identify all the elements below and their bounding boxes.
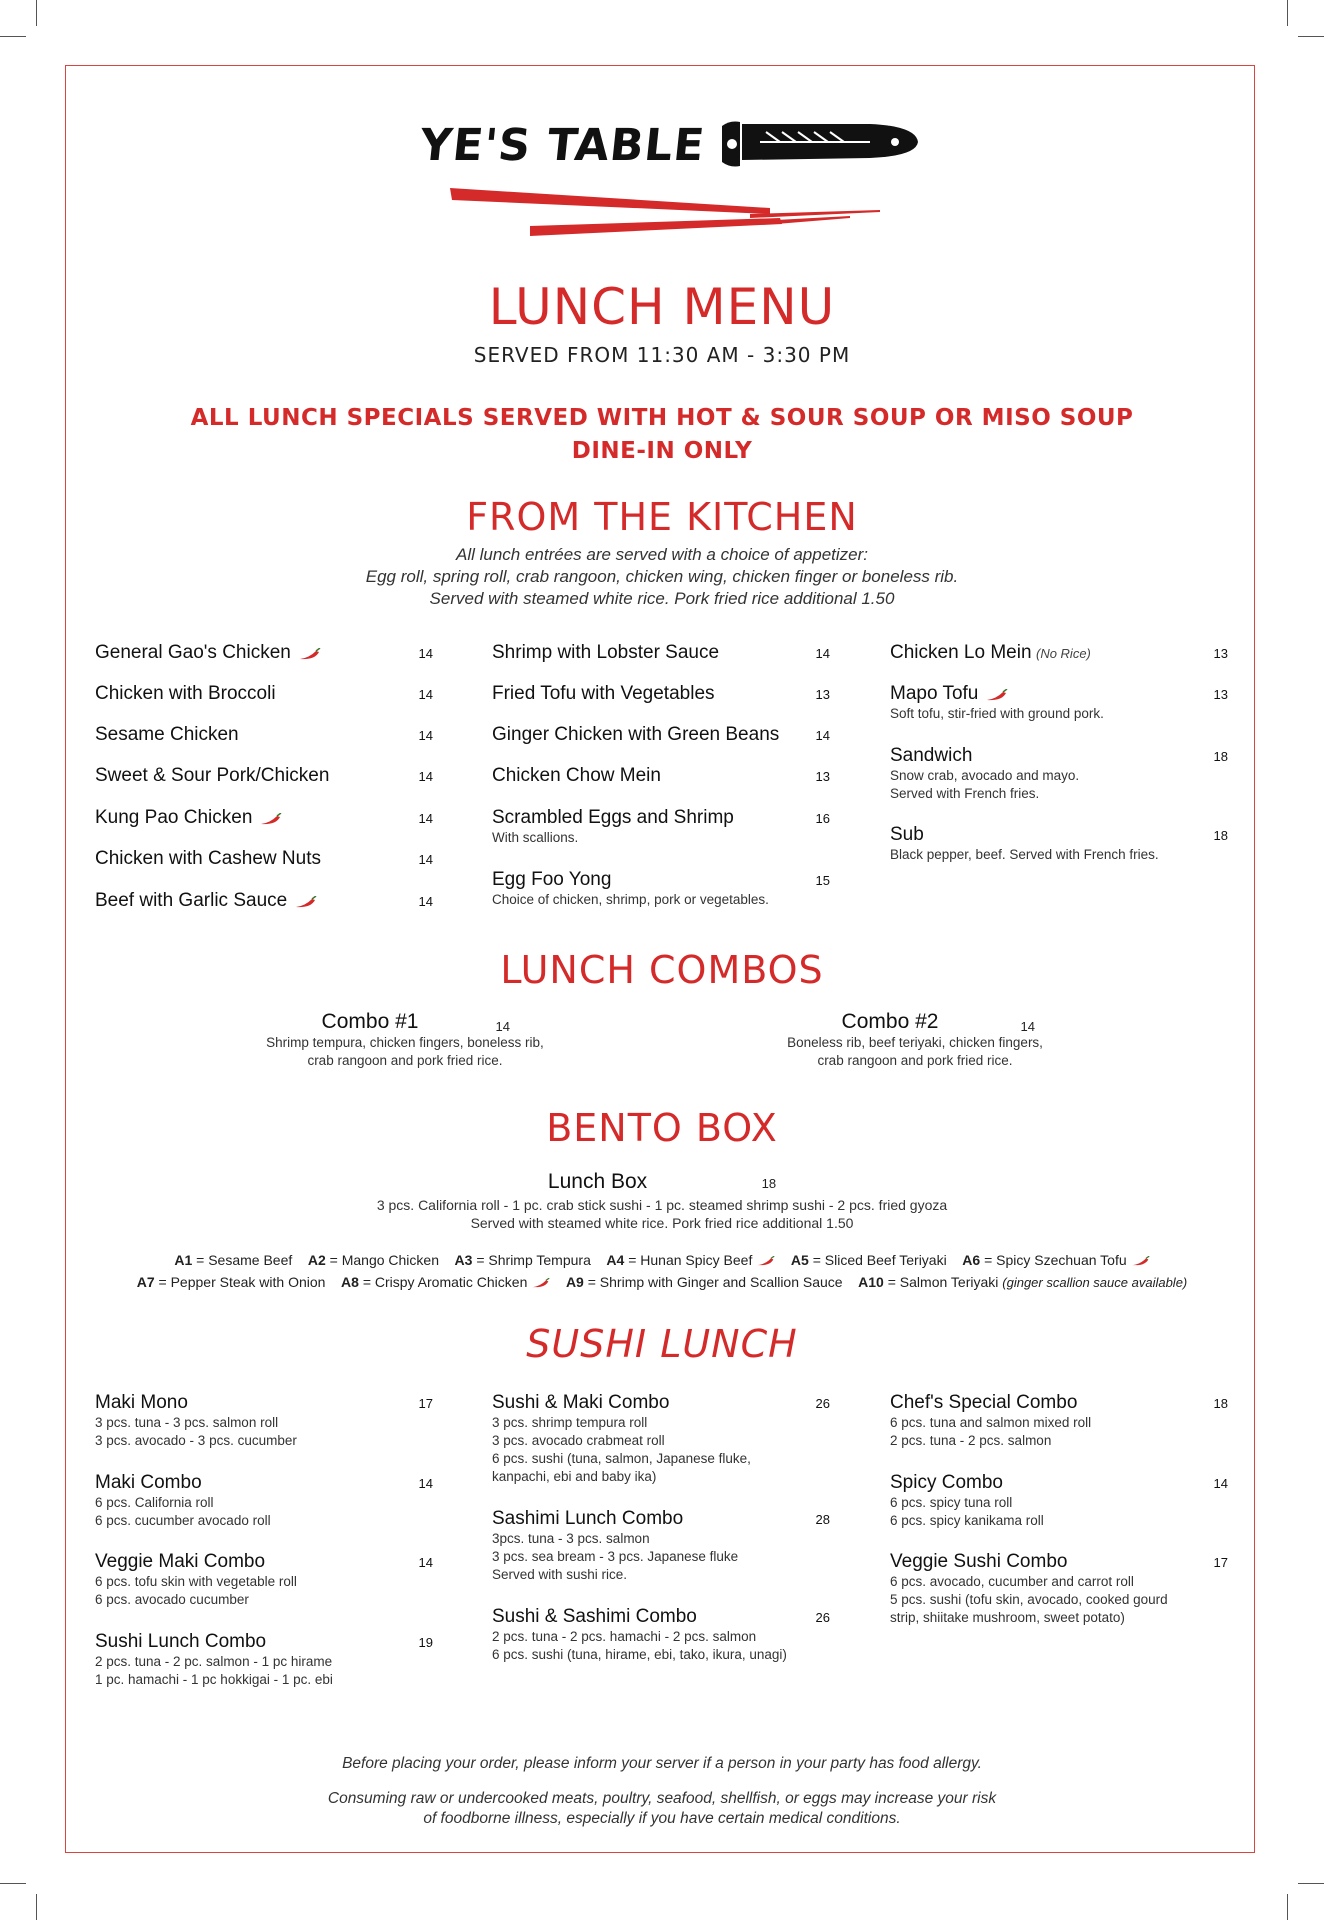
crop-mark — [36, 0, 37, 26]
combo-name: Combo #2 — [841, 1010, 939, 1033]
chili-pepper-icon — [1132, 1256, 1150, 1266]
bento-description-line: 3 pcs. California roll - 1 pc. crab stick sushi - 1 pc. steamed shrimp sushi - 2 pcs. fried gyoza — [376, 1197, 948, 1213]
crop-mark — [0, 1883, 26, 1884]
menu-item-description: 3 pcs. shrimp tempura roll — [492, 1415, 648, 1430]
menu-item — [890, 1472, 1228, 1551]
dine-in-notice: DINE-IN ONLY — [571, 438, 753, 464]
menu-item — [95, 642, 433, 683]
chili-pepper-icon — [757, 1256, 775, 1266]
kitchen-intro-line: All lunch entrées are served with a choice of appetizer: — [455, 545, 868, 564]
menu-item-name: Maki Combo — [95, 1472, 202, 1493]
allergy-notice: Before placing your order, please inform your server if a person in your party has food allergy. — [342, 1755, 982, 1772]
menu-item — [890, 745, 1228, 824]
menu-item-price: 14 — [418, 728, 433, 743]
menu-item-name: Chicken Chow Mein — [492, 765, 661, 786]
bento-option — [455, 1252, 591, 1268]
combo-item — [750, 1010, 1080, 1070]
combo-description: crab rangoon and pork fried rice. — [307, 1053, 503, 1068]
consumption-warning-line: Consuming raw or undercooked meats, poultry, seafood, shellfish, or eggs may increase your risk — [327, 1790, 997, 1807]
menu-item-description: 6 pcs. avocado cucumber — [95, 1592, 249, 1607]
kitchen-column-1 — [95, 642, 433, 931]
bento-option-label: = Spicy Szechuan Tofu — [984, 1252, 1127, 1268]
menu-item-price: 13 — [1213, 687, 1228, 702]
bento-name: Lunch Box — [547, 1170, 648, 1193]
bento-option-label: = Hunan Spicy Beef — [628, 1252, 753, 1268]
menu-item — [95, 890, 433, 931]
menu-item — [95, 1631, 433, 1689]
chili-pepper-icon — [986, 689, 1008, 701]
menu-item — [492, 724, 830, 765]
bento-option-code: A10 — [858, 1274, 884, 1290]
menu-item-price: 18 — [1213, 1396, 1228, 1411]
menu-item-name: Chef's Special Combo — [890, 1392, 1078, 1413]
consumption-warning-line: of foodborne illness, especially if you have certain medical conditions. — [423, 1810, 901, 1827]
menu-item-name: Shrimp with Lobster Sauce — [492, 642, 720, 663]
menu-item — [95, 765, 433, 807]
bento-description — [0, 1196, 1324, 1232]
menu-item-name: Sub — [890, 824, 924, 845]
menu-item-name: Sushi & Sashimi Combo — [492, 1606, 697, 1627]
bento-option — [174, 1252, 292, 1268]
section-title-bento: BENTO BOX — [546, 1106, 778, 1150]
menu-item-price: 18 — [1213, 828, 1228, 843]
kitchen-intro — [0, 544, 1324, 610]
combo-price: 14 — [495, 1019, 510, 1034]
bento-option — [791, 1252, 947, 1268]
menu-item-description: Black pepper, beef. Served with French fries. — [890, 847, 1159, 862]
menu-item-description: kanpachi, ebi and baby ika) — [492, 1469, 657, 1484]
bento-option-label: = Mango Chicken — [329, 1252, 439, 1268]
menu-item-price: 26 — [815, 1396, 830, 1411]
menu-item — [95, 1472, 433, 1551]
combo-item — [240, 1010, 570, 1070]
bento-option-label: = Sesame Beef — [196, 1252, 293, 1268]
menu-item — [890, 642, 1228, 683]
menu-item-description: 2 pcs. tuna - 2 pc. salmon - 1 pc hirame — [95, 1654, 333, 1669]
menu-item — [95, 848, 433, 890]
menu-item-name: Spicy Combo — [890, 1472, 1003, 1493]
menu-item-price: 13 — [1213, 646, 1228, 661]
menu-item-description: 2 pcs. tuna - 2 pcs. hamachi - 2 pcs. salmon — [492, 1629, 757, 1644]
bento-description-line: Served with steamed white rice. Pork fried rice additional 1.50 — [470, 1215, 854, 1231]
menu-item-description: 5 pcs. sushi (tofu skin, avocado, cooked gourd — [890, 1592, 1168, 1607]
bento-option — [962, 1252, 1149, 1268]
menu-item-price: 17 — [418, 1396, 433, 1411]
bento-item — [0, 1170, 1324, 1194]
menu-item-name: Sushi Lunch Combo — [95, 1631, 267, 1652]
section-title-kitchen: FROM THE KITCHEN — [466, 495, 858, 539]
menu-item-price: 16 — [815, 811, 830, 826]
soup-notice-line: ALL LUNCH SPECIALS SERVED WITH HOT & SOUR SOUP OR MISO SOUP — [190, 405, 1134, 431]
menu-item — [492, 869, 830, 909]
menu-item-price: 15 — [815, 873, 830, 888]
menu-item — [492, 765, 830, 807]
menu-item-price: 28 — [815, 1512, 830, 1527]
menu-item — [890, 824, 1228, 864]
bento-option-label: = Salmon Teriyaki — [887, 1274, 999, 1290]
menu-item-description: Soft tofu, stir-fried with ground pork. — [890, 706, 1104, 721]
menu-item — [492, 683, 830, 724]
menu-item-description: 6 pcs. tofu skin with vegetable roll — [95, 1574, 297, 1589]
menu-item-name: Veggie Maki Combo — [95, 1551, 266, 1572]
bento-option-code: A9 — [565, 1274, 584, 1290]
sushi-column-1 — [95, 1392, 433, 1689]
bento-option-label: = Crispy Aromatic Chicken — [362, 1274, 528, 1290]
bento-options-row-1 — [0, 1252, 1324, 1268]
menu-item-name: Chicken with Cashew Nuts — [95, 848, 321, 869]
menu-item-price: 18 — [1213, 749, 1228, 764]
chili-pepper-icon — [299, 648, 321, 660]
logo — [415, 110, 915, 240]
bento-option-code: A3 — [454, 1252, 473, 1268]
kitchen-column-2 — [492, 642, 830, 909]
bento-options-row-2 — [0, 1274, 1324, 1290]
crop-mark — [1287, 1894, 1288, 1920]
bento-option-code: A1 — [174, 1252, 193, 1268]
menu-item-description: Snow crab, avocado and mayo. — [890, 768, 1080, 783]
bento-option-code: A6 — [962, 1252, 981, 1268]
page-title: LUNCH MENU — [488, 278, 836, 336]
serving-hours: SERVED FROM 11:30 AM - 3:30 PM — [473, 343, 851, 367]
menu-item-name: Veggie Sushi Combo — [890, 1551, 1068, 1572]
menu-item — [890, 683, 1228, 745]
crop-mark — [1287, 0, 1288, 26]
menu-item-description: 6 pcs. sushi (tuna, salmon, Japanese fluke, — [492, 1451, 751, 1466]
menu-item-description: 3 pcs. sea bream - 3 pcs. Japanese fluke — [492, 1549, 739, 1564]
menu-item-price: 14 — [418, 852, 433, 867]
section-title-combos: LUNCH COMBOS — [500, 948, 824, 992]
kitchen-column-3 — [890, 642, 1228, 864]
menu-item-description: Choice of chicken, shrimp, pork or vegetables. — [492, 892, 769, 907]
menu-item — [492, 1392, 830, 1508]
menu-item-price: 13 — [815, 687, 830, 702]
kitchen-intro-line: Egg roll, spring roll, crab rangoon, chicken wing, chicken finger or boneless rib. — [365, 567, 959, 586]
section-title-sushi: SUSHI LUNCH — [526, 1322, 798, 1366]
menu-item-price: 26 — [815, 1610, 830, 1625]
bento-option — [137, 1274, 326, 1290]
bento-option-code: A5 — [790, 1252, 809, 1268]
bento-option — [341, 1274, 550, 1290]
menu-item-description: 6 pcs. spicy kanikama roll — [890, 1513, 1044, 1528]
menu-item-price: 14 — [418, 1476, 433, 1491]
menu-item-description: 1 pc. hamachi - 1 pc hokkigai - 1 pc. ebi — [95, 1672, 333, 1687]
sushi-column-2 — [492, 1392, 830, 1664]
crop-mark — [1298, 1883, 1324, 1884]
chili-pepper-icon — [532, 1278, 550, 1288]
menu-item-name: Chicken with Broccoli — [95, 683, 276, 704]
chili-pepper-icon — [260, 813, 282, 825]
bento-option-label: = Shrimp Tempura — [476, 1252, 591, 1268]
menu-item-description: 6 pcs. California roll — [95, 1495, 214, 1510]
bento-option — [606, 1252, 775, 1268]
combo-description: Shrimp tempura, chicken fingers, boneless rib, — [266, 1035, 544, 1050]
logo-text: YE'S TABLE — [417, 120, 708, 171]
menu-item-description: 6 pcs. tuna and salmon mixed roll — [890, 1415, 1092, 1430]
menu-item-price: 14 — [418, 769, 433, 784]
bento-option — [858, 1274, 1187, 1290]
bento-option-label: = Sliced Beef Teriyaki — [812, 1252, 947, 1268]
knife-icon — [720, 116, 920, 172]
menu-item-name: Scrambled Eggs and Shrimp — [492, 807, 734, 828]
menu-item-price: 14 — [1213, 1476, 1228, 1491]
menu-item-description: 2 pcs. tuna - 2 pcs. salmon — [890, 1433, 1052, 1448]
bento-option — [566, 1274, 843, 1290]
menu-item-price: 14 — [418, 811, 433, 826]
menu-item-price: 14 — [418, 1555, 433, 1570]
crop-mark — [1298, 36, 1324, 37]
menu-item-name: Sesame Chicken — [95, 724, 239, 745]
menu-item-price: 19 — [418, 1635, 433, 1650]
bento-option-code: A8 — [341, 1274, 359, 1290]
menu-item-description: 3pcs. tuna - 3 pcs. salmon — [492, 1531, 650, 1546]
menu-item-price: 14 — [418, 894, 433, 909]
menu-item-description: 3 pcs. tuna - 3 pcs. salmon roll — [95, 1415, 279, 1430]
menu-item — [95, 683, 433, 724]
soup-notice — [0, 402, 1324, 468]
menu-item-description: 6 pcs. avocado, cucumber and carrot roll — [890, 1574, 1134, 1589]
menu-item-price: 17 — [1213, 1555, 1228, 1570]
menu-item-name: Egg Foo Yong — [492, 869, 612, 890]
menu-item-price: 14 — [815, 728, 830, 743]
menu-item-name: Ginger Chicken with Green Beans — [492, 724, 780, 745]
chili-pepper-icon — [295, 896, 317, 908]
menu-item-description: Served with sushi rice. — [492, 1567, 628, 1582]
menu-item-description: 6 pcs. cucumber avocado roll — [95, 1513, 271, 1528]
menu-item-description: 3 pcs. avocado crabmeat roll — [492, 1433, 665, 1448]
menu-item-name: Maki Mono — [95, 1392, 188, 1413]
menu-item-name: Fried Tofu with Vegetables — [492, 683, 715, 704]
bento-option — [308, 1252, 439, 1268]
bento-option-code: A2 — [307, 1252, 326, 1268]
menu-item-price: 14 — [418, 687, 433, 702]
sushi-column-3 — [890, 1392, 1228, 1627]
menu-item — [890, 1392, 1228, 1472]
menu-item-price: 14 — [815, 646, 830, 661]
menu-item-name: Sashimi Lunch Combo — [492, 1508, 684, 1529]
menu-item-description: Served with French fries. — [890, 786, 1040, 801]
menu-item-description: 6 pcs. sushi (tuna, hirame, ebi, tako, ikura, unagi) — [492, 1647, 787, 1662]
bento-price: 18 — [761, 1176, 777, 1191]
menu-item — [492, 1508, 830, 1606]
crop-mark — [36, 1894, 37, 1920]
menu-item-price: 14 — [418, 646, 433, 661]
menu-item-description: 6 pcs. spicy tuna roll — [890, 1495, 1013, 1510]
combo-description: crab rangoon and pork fried rice. — [817, 1053, 1013, 1068]
menu-item-name: Beef with Garlic Sauce — [95, 890, 288, 911]
bento-option-note: (ginger scallion sauce available) — [1002, 1275, 1188, 1290]
menu-item-name: Sandwich — [890, 745, 973, 766]
menu-item — [492, 1606, 830, 1664]
menu-item-name: Sweet & Sour Pork/Chicken — [95, 765, 330, 786]
bento-option-label: = Pepper Steak with Onion — [158, 1274, 326, 1290]
menu-item-name: Mapo Tofu — [890, 683, 979, 704]
consumption-warning — [0, 1789, 1324, 1829]
kitchen-intro-line: Served with steamed white rice. Pork fried rice additional 1.50 — [429, 589, 895, 608]
menu-item-note: (No Rice) — [1035, 646, 1091, 661]
combo-description: Boneless rib, beef teriyaki, chicken fingers, — [787, 1035, 1043, 1050]
combo-price: 14 — [1020, 1019, 1035, 1034]
menu-item-name: Kung Pao Chicken — [95, 807, 253, 828]
menu-item-description: 3 pcs. avocado - 3 pcs. cucumber — [95, 1433, 297, 1448]
combo-name: Combo #1 — [321, 1010, 419, 1033]
menu-item — [492, 807, 830, 869]
menu-item — [95, 724, 433, 765]
menu-item — [95, 807, 433, 848]
menu-item-price: 13 — [815, 769, 830, 784]
menu-item-description: With scallions. — [492, 830, 579, 845]
bento-option-label: = Shrimp with Ginger and Scallion Sauce — [587, 1274, 843, 1290]
chopsticks-icon — [450, 188, 880, 238]
menu-item-description: strip, shiitake mushroom, sweet potato) — [890, 1610, 1125, 1625]
menu-item-name: General Gao's Chicken — [95, 642, 291, 663]
crop-mark — [0, 36, 26, 37]
menu-item-name: Chicken Lo Mein — [890, 642, 1032, 663]
menu-item — [492, 642, 830, 683]
menu-item — [95, 1551, 433, 1631]
bento-option-code: A7 — [136, 1274, 155, 1290]
menu-item — [95, 1392, 433, 1472]
bento-option-code: A4 — [606, 1252, 625, 1268]
menu-item — [890, 1551, 1228, 1627]
menu-item-name: Sushi & Maki Combo — [492, 1392, 670, 1413]
